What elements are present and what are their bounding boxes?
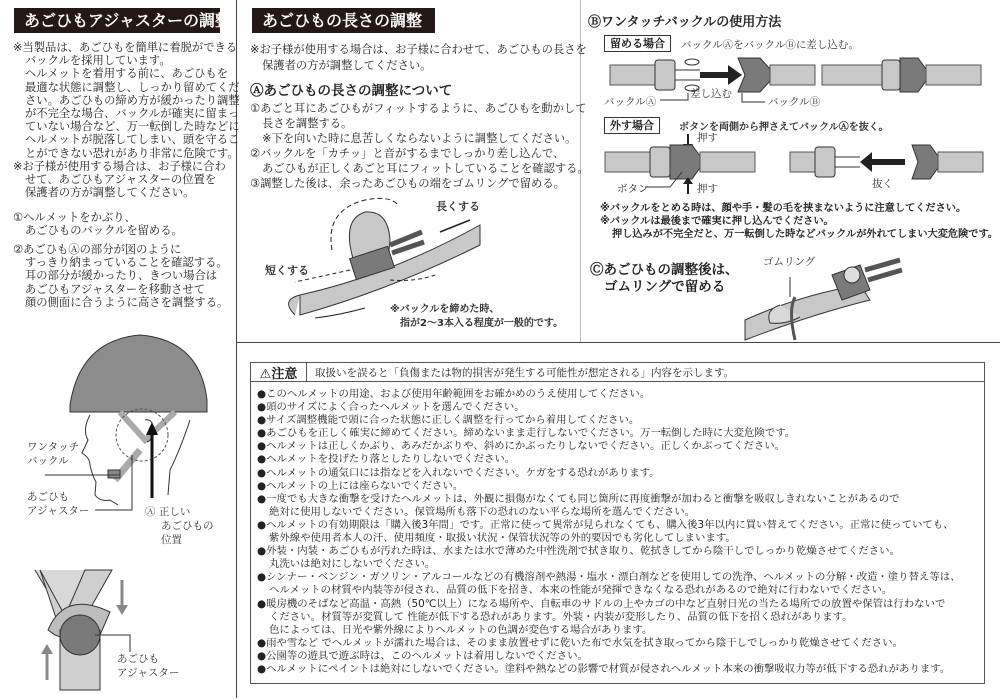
caution-line: ●頭のサイズによく合ったヘルメットを選んでください。 (257, 401, 525, 414)
caution-line: ●ヘルメットの通気口には指などを入れないでください。ケガをする恐れがあります。 (257, 466, 660, 479)
fasten-desc: バックルⒶをバックルⒷに差し込む。 (681, 39, 859, 51)
caution-desc: 取扱いを誤ると「負傷または物的損害が発生する可能性が想定される」内容を示します。 (315, 366, 735, 379)
caution-line: ください。材質等が変質して 性能が低下する恐れがあります。外装・内装が変形したり、品質の低下を招く恐れがあります。 (269, 610, 853, 623)
caution-line: ●一度でも大きな衝撃を受けたヘルメットは、外観に損傷がなくても同じ箇所に再度衝撃が加わると衝撃を吸収しきれないことがあるので (257, 492, 900, 505)
caution-list (251, 382, 984, 676)
note-line: せて、あごひもアジャスターの位置を (25, 173, 217, 187)
label-push-top: 押す (697, 132, 718, 144)
caution-item (257, 545, 984, 571)
step-line: ※下を向いた時に息苦しくならないように調整してください。 (262, 132, 577, 145)
label-line: アジャスター (27, 505, 90, 517)
label-line: 指が2〜3本入る程度が一般的です。 (400, 318, 564, 329)
step-line: ③調整した後は、余ったあごひもの端をゴムリングで留める。 (250, 177, 565, 190)
label-line: あごひもの (161, 520, 214, 532)
caution-item (257, 414, 984, 427)
label-shorter: 短くする (265, 264, 309, 277)
caution-line: ●ヘルメットは正しくかぶり、あみだかぶりや、斜めにかぶったりしないでください。正しくかぶってください。 (257, 440, 786, 453)
step-line: ①あごと耳にあごひもがフィットするように、あごひもを動かして (250, 102, 587, 115)
note-line: 保護者の方が調整してください。 (25, 186, 195, 200)
release-desc: ボタンを両側から押さえてバックルⒶを抜く。 (679, 122, 889, 133)
label-adjuster-closeup (117, 652, 179, 680)
step-line: 顔の側面に合うように高さを調整する。 (25, 295, 229, 309)
caution-item (257, 637, 984, 650)
label-line: あごひも (27, 491, 69, 503)
step-line: ②バックルを「カチッ」と音がするまでしっかり差し込んで、 (250, 147, 565, 160)
caution-line: ヘルメットの材質や内装等が侵され、品質の低下を招き、本来の性能が発揮できなくなる恐れがあるので絶対に行わないでください。 (269, 584, 893, 597)
note-line: 保護者の方が調整してください。 (262, 58, 432, 72)
step-line: あごひものバックルを留める。 (25, 224, 183, 238)
note-line: が不完全な場合、バックルが確実に留まっ (25, 107, 240, 121)
middle-title: あごひもの長さの調整 (252, 8, 435, 33)
note-line: とができない恐れがあり非常に危険です。 (25, 146, 239, 160)
note-line: バックルを採用しています。 (25, 54, 171, 68)
caution-box (250, 362, 985, 684)
middle-note (250, 42, 587, 73)
caution-line: ●ヘルメットの有効期限は「購入後3年間」です。正常に使って異常が見られなくても、購入後3年以内に買い替えてください。正常に使っていても、 (257, 518, 954, 531)
note-line: 最適な状態に調整し、しっかり留めてくだ (25, 80, 240, 94)
label-adjuster (27, 490, 89, 518)
note-line: ※お子様が使用する場合は、お子様に合わせて、あごひもの長さを (250, 43, 587, 56)
caution-item (257, 571, 984, 597)
caution-item (257, 663, 984, 676)
label-line: Ⓐ 正しい (145, 506, 191, 518)
step-line: 耳の部分が緩かったり、きつい場合は (25, 269, 218, 283)
caution-line: ●サイズ調整機能で頭に合った状態に正しく調整を行ってから着用してください。 (257, 414, 640, 427)
caution-line: ●あごひもを正しく確実に締めてください。締めないまま走行しないでください。万一転倒した時に大変危険です。 (257, 427, 796, 440)
label-button: ボタン (617, 183, 649, 195)
label-push-bottom: 押す (697, 183, 718, 195)
step-line: ①ヘルメットをかぶり、 (13, 211, 136, 224)
caution-line: ●暖房機のそばなど高温・高熱（50℃以上）になる場所や、自転車のサドルの上やカゴの中など直射日光の当たる場所での放置や保管は行わないで (257, 597, 946, 610)
caution-item (257, 598, 984, 637)
caution-line: 色によっては、日光や紫外線によりヘルメットの色調が変色する場合があります。 (269, 623, 653, 636)
left-notes (13, 41, 240, 199)
right-title: Ⓑワンタッチバックルの使用方法 (588, 15, 782, 30)
caution-line: ●ヘルメットの上には座らないでください。 (257, 479, 464, 492)
label-line: アジャスター (117, 667, 180, 679)
release-label: 外す場合 (604, 117, 660, 134)
caution-item (257, 493, 984, 519)
caution-line: 丸洗いは絶対にしないでください。 (269, 558, 436, 571)
caution-line: ●外装・内装・あごひもが汚れた時は、水または水で薄めた中性洗剤で拭き取り、乾拭きしてから陰干しでしっかり乾燥させてください。 (257, 545, 900, 558)
step-line: ②あごひもⒶの部分が図のように (13, 243, 182, 256)
caution-line: ●ヘルメットにペイントは絶対にしないでください。塗料や熱などの影響で材質が侵されヘルメット本来の衝撃吸収力等が低下する恐れがあります。 (257, 662, 951, 675)
step-line: あごひもアジャスターを移動させて (25, 282, 206, 296)
label-rubber-ring: ゴムリング (763, 256, 816, 268)
label-finger-note (390, 303, 563, 331)
left-title: あごひもアジャスターの調整 (14, 8, 220, 33)
caution-line: ●ヘルメットを投げたり落としたりしないでください。 (257, 453, 516, 466)
label-line: ワンタッチ (27, 441, 80, 453)
label-one-touch-buckle (27, 440, 79, 468)
caution-line: 紫外線や使用者本人の汗、使用頻度・取扱い状況・保管状況等の外的要因でも劣化してしまいます。 (269, 532, 736, 545)
caution-line: ●公園等の遊具で遊ぶ時は、このヘルメットは着用しないでください。 (257, 649, 588, 662)
note-line: ※当製品は、あごひもを簡単に着脱ができる (13, 41, 238, 54)
note-line: ※バックルは最後まで確実に押し込んでください。 (600, 216, 834, 227)
label-line: ※バックルを締めた時、 (390, 304, 500, 315)
section-c-title (590, 262, 739, 296)
caution-item (257, 650, 984, 663)
fasten-label: 留める場合 (604, 35, 671, 52)
note-line: ヘルメットを着用する前に、あごひもを (25, 67, 229, 81)
caution-item (257, 440, 984, 453)
caution-item (257, 467, 984, 480)
caution-title: ⚠注意 (251, 363, 307, 381)
caution-line: ●シンナー・ベンジン・ガソリン・アルコールなどの有機溶剤や熱湯・塩水・漂白剤などを使用しての洗浄、ヘルメットの分解・改造・塗り替え等は、 (257, 571, 961, 584)
note-line: ていない場合など、万一転倒した時などに (25, 120, 240, 134)
buckle-release-illustration (600, 132, 1000, 197)
label-buckle-b: バックルⒷ (768, 96, 821, 108)
step-line: すっきり納まっていることを確認する。 (25, 256, 228, 270)
label-line: あごひも (117, 653, 159, 665)
label-buckle-a: バックルⒶ (604, 96, 657, 108)
label-line: 位置 (161, 534, 182, 546)
label-correct-position (145, 505, 214, 547)
left-step-2 (13, 243, 228, 309)
label-longer: 長くする (436, 200, 480, 213)
step-line: あごひもが正しくあごと耳にフィットしていることを確認する。 (262, 162, 589, 175)
caution-line: ●このヘルメットの用途、および使用年齢範囲をお確かめのうえ使用してください。 (257, 388, 651, 400)
caution-item (257, 453, 984, 466)
title-line: ゴムリングで留める (604, 279, 726, 295)
note-line: ヘルメットが脱落してしまい、頭を守るこ (25, 133, 240, 147)
step-line: 長さを調整する。 (262, 117, 353, 130)
middle-steps (250, 101, 589, 191)
caution-item (257, 427, 984, 440)
caution-line: ●雨や雪など でヘルメットが濡れた場合は、そのまま放置せずに乾いた布で水気を拭き取ってから陰干しでしっかり乾燥させてください。 (257, 636, 903, 649)
buckle-notes (600, 202, 998, 241)
caution-item (257, 480, 984, 493)
caution-item (257, 401, 984, 414)
label-line: バックル (27, 455, 69, 467)
caution-item (257, 388, 984, 401)
middle-subtitle: Ⓐあごひもの長さの調整について (250, 83, 453, 99)
label-insert: 差し込む (690, 88, 732, 100)
note-line: 押し込みが不完全だと、万一転倒した時などバックルが外れてしまい大変危険です。 (612, 229, 998, 240)
note-line: ※お子様が使用する場合は、お子様に合わ (13, 159, 226, 173)
label-pull: 抜く (872, 178, 893, 190)
note-line: ※バックルをとめる時は、顔や手・髪の毛を挟まないように注意してください。 (600, 203, 967, 214)
caution-line: 絶対に使用しないでください。保管場所も落下の恐れのない平らな場所を選んでください。 (269, 505, 696, 518)
left-step-1 (13, 211, 183, 237)
title-line: Ⓒあごひもの調整後は、 (590, 262, 739, 278)
caution-header (251, 363, 984, 382)
caution-item (257, 519, 984, 545)
note-line: さい。あごひもの締め方が緩かったり調整 (25, 93, 240, 107)
